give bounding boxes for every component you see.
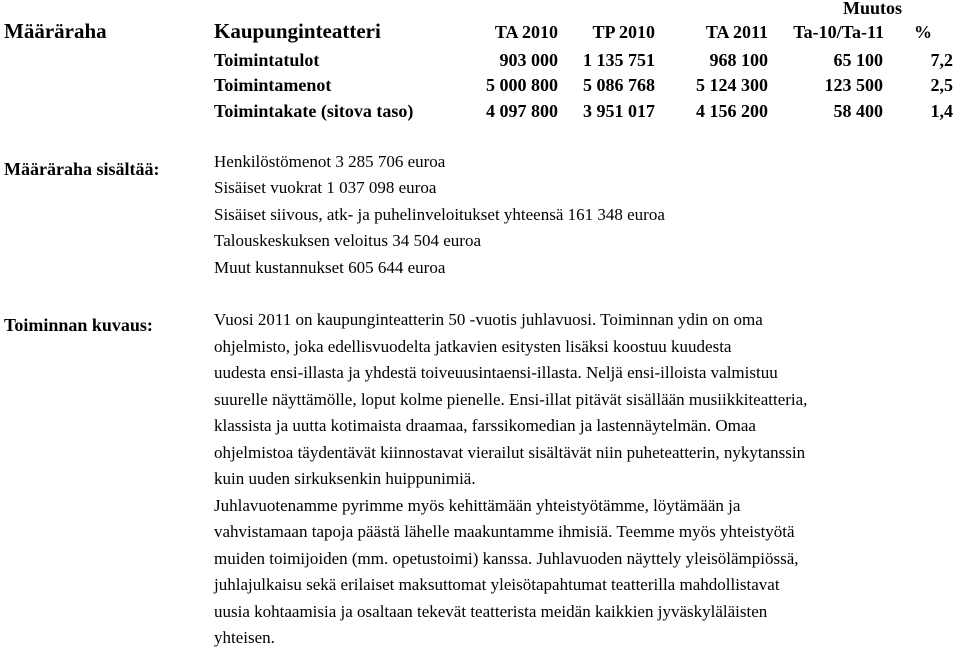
list-item: Henkilöstömenot 3 285 706 euroa [214,152,446,171]
cell-ta2010: 4 097 800 [486,101,558,121]
contents-label: Määräraha sisältää: [4,159,160,179]
page-title: Kaupunginteatteri [214,19,381,43]
text-line: suurelle näyttämölle, loput kolme pienelle. Ensi-illat pitävät sisällään musiikkiteatteria, [214,389,808,409]
cell-change: 123 500 [824,75,883,95]
text-line: yhteisen. [214,628,275,647]
text-line: ohjelmisto, joka edellisvuodelta jatkavien esitysten lisäksi koostuu kuudesta [214,336,732,356]
column-header-ta2010: TA 2010 [494,22,558,42]
cell-ta2010: 903 000 [499,50,558,70]
cell-change: 58 400 [833,101,883,121]
cell-percent: 1,4 [930,101,953,121]
text-line: juhlajulkaisu sekä erilaiset maksuttomat yleisötapahtumat teatterilla mahdollistavat [214,575,780,594]
cell-percent: 7,2 [930,50,953,70]
text-line: kuin uuden sirkuksenkin huippunimiä. [214,469,476,488]
cell-ta2011: 5 124 300 [696,75,768,95]
text-line: muiden toimijoiden (mm. opetustoimi) kanssa. Juhlavuoden näyttely yleisölämpiössä, [214,548,799,568]
list-item: Sisäiset siivous, atk- ja puhelinveloitukset yhteensä 161 348 euroa [214,205,665,224]
cell-change: 65 100 [833,50,883,70]
cell-ta2010: 5 000 800 [486,75,558,95]
description-text [214,307,807,652]
row-label: Toimintatulot [214,50,320,70]
cell-percent: 2,5 [930,75,953,95]
list-item: Muut kustannukset 605 644 euroa [214,258,446,277]
maararaha-heading: Määräraha [4,19,107,43]
row-label: Toimintamenot [214,75,332,95]
cell-tp2010: 5 086 768 [583,75,655,95]
text-line: uudesta ensi-illasta ja yhdestä toiveuusintaensi-illasta. Neljä ensi-illoista valmistuu [214,363,778,382]
cell-ta2011: 968 100 [709,50,768,70]
list-item: Talouskeskuksen veloitus 34 504 euroa [214,231,481,250]
column-header-ta2011: TA 2011 [705,22,768,42]
cell-ta2011: 4 156 200 [696,101,768,121]
cell-tp2010: 1 135 751 [583,50,655,70]
column-header-percent: % [914,22,932,42]
row-label: Toimintakate (sitova taso) [214,101,414,121]
text-line: Vuosi 2011 on kaupunginteatterin 50 -vuotis juhlavuosi. Toiminnan ydin on oma [214,310,763,329]
text-line: ohjelmistoa täydentävät kiinnostavat vierailut sisältävät niin puheteatterin, nykytanssin [214,442,806,462]
column-header-change: Ta-10/Ta-11 [793,22,884,42]
list-item: Sisäiset vuokrat 1 037 098 euroa [214,178,437,197]
column-header-tp2010: TP 2010 [592,22,655,42]
text-line: klassista ja uutta kotimaista draamaa, farssikomedian ja lastennäytelmän. Omaa [214,416,756,435]
text-line: uusia kohtaamisia ja osaltaan tekevät teatterista meidän kaikkien jyväskyläläisten [214,601,768,621]
text-line: Juhlavuotenamme pyrimme myös kehittämään yhteistyötämme, löytämään ja [214,495,741,515]
cell-tp2010: 3 951 017 [583,101,655,121]
muutos-header: Muutos [843,0,903,18]
description-label: Toiminnan kuvaus: [4,315,153,335]
text-line: vahvistamaan tapoja päästä lähelle maakuntamme ihmisiä. Teemme myös yhteistyötä [214,522,795,541]
